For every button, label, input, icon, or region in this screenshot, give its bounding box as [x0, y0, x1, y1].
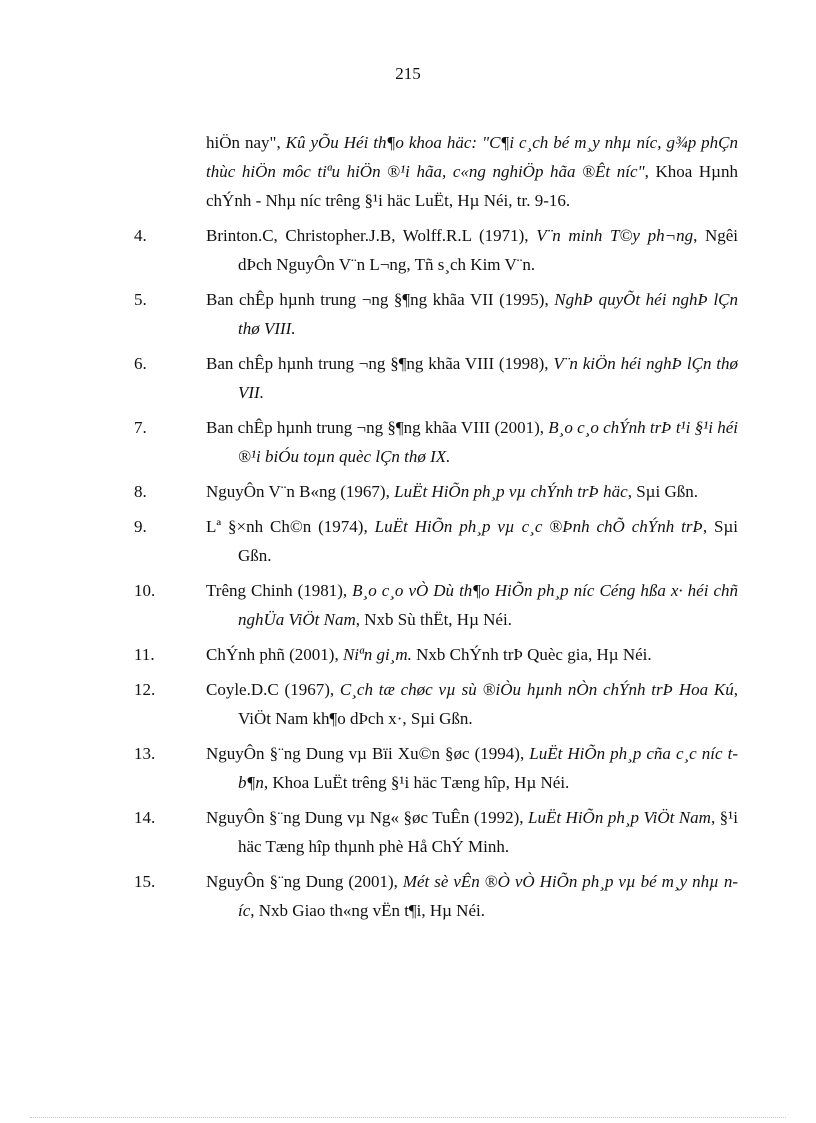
reference-title: B¸o c¸o vÒ Dù th¶o HiÕn ph¸p níc Céng hßa x· héi chñ nghÜa ViÖt Nam — [238, 581, 738, 629]
reference-number: 8. — [134, 482, 147, 501]
reference-publisher: , Sµi Gßn. — [238, 517, 738, 565]
reference-title: V¨n kiÖn héi nghÞ lÇn thø VII. — [238, 354, 739, 402]
reference-text — [206, 675, 738, 733]
reference-number: 6. — [134, 354, 147, 373]
reference-publisher: , Nxb Giao th«ng vËn t¶i, Hµ Néi. — [250, 901, 485, 920]
reference-item — [134, 512, 738, 570]
reference-title: LuËt HiÕn ph¸p cña c¸c níc t b¶n — [238, 744, 738, 792]
reference-number: 10. — [134, 581, 156, 600]
reference-title: Niªn gi¸m. — [342, 645, 412, 664]
reference-text — [206, 867, 738, 925]
reference-author: Coyle.D.C (1967), — [206, 680, 335, 699]
reference-item — [134, 349, 738, 407]
reference-title: LuËt HiÕn ph¸p vµ chÝnh trÞ häc — [394, 482, 628, 501]
reference-number: 13. — [134, 744, 156, 763]
reference-text — [206, 413, 738, 471]
reference-author: Brinton.C, Christopher.J.B, Wolff.R.L (1971), — [206, 226, 529, 245]
reference-continuation — [134, 128, 738, 215]
reference-title: NghÞ quyÕt héi nghÞ lÇn thø VIII. — [238, 290, 739, 338]
reference-publisher: Nxb ChÝnh trÞ Quèc gia, Hµ Néi. — [411, 645, 652, 664]
reference-item — [134, 477, 738, 506]
reference-author: NguyÔn V¨n B«ng (1967), — [206, 482, 390, 501]
reference-title: C¸ch tæ chøc vµ sù ®iÒu hµnh nÒn chÝnh trÞ Hoa Kú — [339, 680, 734, 699]
reference-number: 7. — [134, 418, 147, 437]
page-number: 215 — [395, 64, 421, 83]
reference-number: 5. — [134, 290, 147, 309]
reference-number: 9. — [134, 517, 147, 536]
reference-author: Ban chÊp hµnh trung ¬ng §¶ng khãa VIII (2001), — [206, 418, 545, 437]
reference-publisher: , Khoa LuËt trêng §¹i häc Tæng hîp, Hµ Néi. — [263, 773, 570, 792]
reference-text — [206, 803, 738, 861]
reference-author: ChÝnh phñ (2001), — [206, 645, 339, 664]
reference-text — [206, 221, 738, 279]
reference-publisher: , Sµi Gßn. — [627, 482, 698, 501]
reference-item — [134, 803, 738, 861]
reference-item — [134, 867, 738, 925]
reference-item — [134, 221, 738, 279]
reference-text — [206, 128, 738, 215]
reference-publisher: , §¹i häc Tæng hîp thµnh phè Hå ChÝ Minh. — [238, 808, 739, 856]
reference-publisher: , Ngêi dÞch NguyÔn V¨n L¬ng, Tñ s¸ch Kim V¨n. — [238, 226, 739, 274]
reference-item — [134, 675, 738, 733]
reference-author: Ban chÊp hµnh trung ¬ng §¶ng khãa VII (1995), — [206, 290, 549, 309]
reference-item — [134, 640, 738, 669]
reference-title: LuËt HiÕn ph¸p ViÖt Nam — [528, 808, 711, 827]
reference-author: Lª §×nh Ch©n (1974), — [206, 517, 368, 536]
reference-author: hiÖn nay", — [206, 133, 281, 152]
reference-publisher: , Khoa Hµnh chÝnh - Nhµ níc trêng §¹i häc LuËt, Hµ Néi, tr. 9-16. — [206, 162, 738, 210]
reference-text — [206, 640, 738, 669]
reference-title: B¸o c¸o chÝnh trÞ t¹i §¹i héi ®¹i biÓu toµn quèc lÇn thø IX. — [238, 418, 738, 466]
reference-number: 4. — [134, 226, 147, 245]
reference-item — [134, 576, 738, 634]
reference-text — [206, 576, 738, 634]
reference-text — [206, 349, 738, 407]
reference-text — [206, 739, 738, 797]
reference-title: Kû yÕu Héi th¶o khoa häc: "C¶i c¸ch bé m¸y nhµ níc, g¾p phÇn thùc hiÖn môc tiªu hiÖn ®¹i hãa, c«ng nghiÖp hãa ®Êt níc" — [206, 133, 738, 181]
reference-author: NguyÔn §¨ng Dung vµ Bïi Xu©n §øc (1994), — [206, 744, 525, 763]
reference-number: 15. — [134, 872, 156, 891]
reference-text — [206, 285, 738, 343]
reference-author: NguyÔn §¨ng Dung (2001), — [206, 872, 398, 891]
reference-publisher: , ViÖt Nam kh¶o dÞch x·, Sµi Gßn. — [238, 680, 739, 728]
reference-number: 11. — [134, 645, 155, 664]
reference-text — [206, 477, 738, 506]
reference-author: Trêng Chinh (1981), — [206, 581, 348, 600]
page-bottom-divider — [30, 1117, 786, 1118]
reference-author: NguyÔn §¨ng Dung vµ Ng« §øc TuÊn (1992), — [206, 808, 524, 827]
reference-title: Mét sè vÊn ®Ò vÒ HiÕn ph¸p vµ bé m¸y nhµ níc — [238, 872, 739, 920]
reference-publisher: , Nxb Sù thËt, Hµ Néi. — [355, 610, 512, 629]
reference-title: LuËt HiÕn ph¸p vµ c¸c ®Þnh chÕ chÝnh trÞ — [374, 517, 703, 536]
reference-author: Ban chÊp hµnh trung ¬ng §¶ng khãa VIII (1998), — [206, 354, 549, 373]
reference-number: 14. — [134, 808, 156, 827]
reference-item — [134, 413, 738, 471]
reference-title: V¨n minh T©y ph¬ng — [536, 226, 694, 245]
reference-item — [134, 285, 738, 343]
reference-item — [134, 739, 738, 797]
reference-text — [206, 512, 738, 570]
reference-number: 12. — [134, 680, 156, 699]
reference-list — [134, 128, 738, 931]
